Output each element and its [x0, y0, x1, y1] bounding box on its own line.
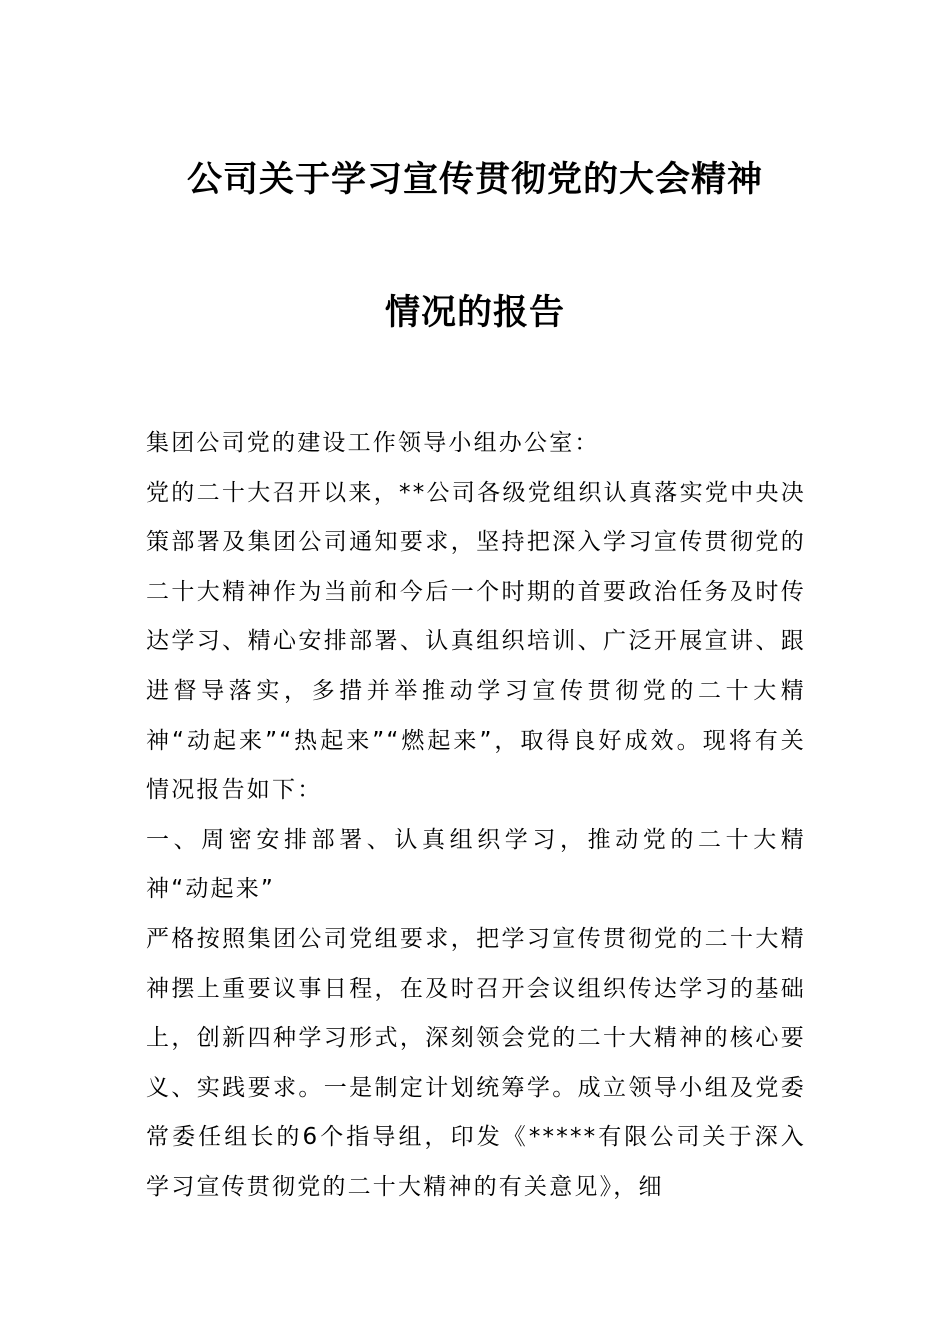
section-heading-1: 一、周密安排部署、认真组织学习，推动党的二十大精神“动起来”	[146, 826, 806, 903]
paragraph-section-1: 严格按照集团公司党组要求，把学习宣传贯彻党的二十大精神摆上重要议事日程，在及时召开会议组织传达学习的基础上，创新四种学习形式，深刻领会党的二十大精神的核心要义、实践要求。一是制定计划统筹学。成立领导小组及党委常委任组长的6个指导组，印发《*****有限公司关于深入学习宣传贯彻党的二十大精神的有关意见》，细	[146, 925, 806, 1200]
paragraph-intro: 党的二十大召开以来，**公司各级党组织认真落实党中央决策部署及集团公司通知要求，坚持把深入学习宣传贯彻党的二十大精神作为当前和今后一个时期的首要政治任务及时传达学习、精心安排部署、认真组织培训、广泛开展宣讲、跟进督导落实，多措并举推动学习宣传贯彻党的二十大精神“动起来”“热起来”“燃起来”，取得良好成效。现将有关情况报告如下：	[146, 479, 806, 804]
document-title-line-2: 情况的报告	[384, 292, 565, 333]
document-title-line-1: 公司关于学习宣传贯彻党的大会精神	[186, 159, 763, 200]
document-body	[146, 419, 806, 1213]
salutation: 集团公司党的建设工作领导小组办公室：	[146, 430, 600, 456]
